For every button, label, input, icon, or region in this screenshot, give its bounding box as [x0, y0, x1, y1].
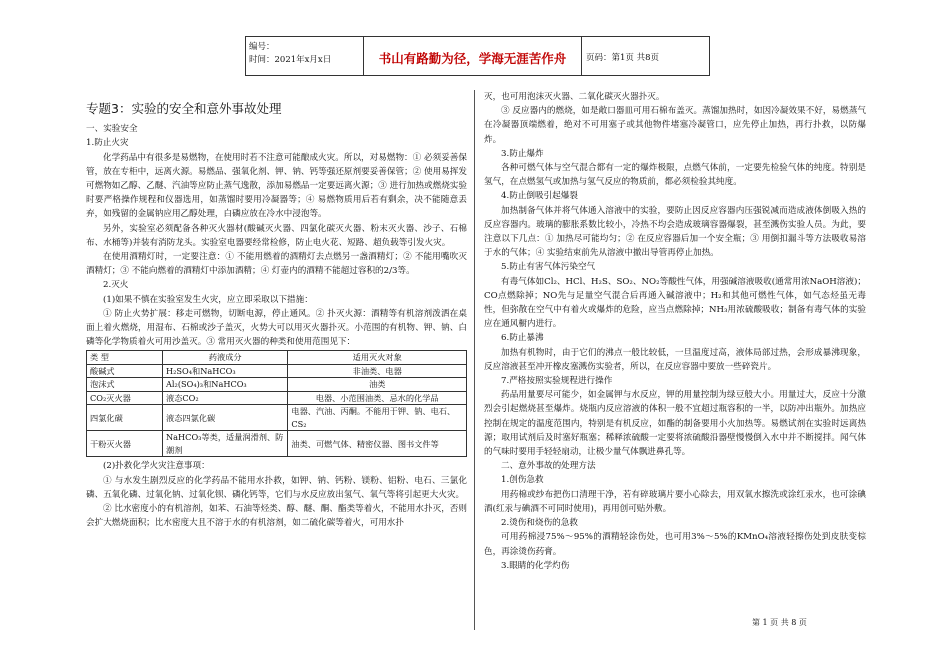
table-cell: CO₂灭火器	[87, 391, 163, 405]
table-row	[87, 431, 467, 457]
table-cell: 电器、小范围油类、忌水的化学品	[288, 391, 467, 405]
table-cell: 液态四氯化碳	[163, 405, 288, 431]
time-label: 时间：2021年x月x日	[249, 55, 332, 65]
paragraph: 灭，也可用泡沫灭火器、二氧化碳灭火器扑灭。	[484, 92, 665, 102]
table-cell: 油类	[288, 378, 467, 392]
table-row	[87, 391, 467, 405]
left-column	[86, 90, 467, 530]
subsection-heading: 1.防止火灾	[86, 138, 129, 149]
extinguisher-table	[86, 350, 467, 457]
table-cell: 泡沫式	[87, 378, 163, 392]
table-cell: 液态CO₂	[163, 391, 288, 405]
table-header-cell: 适用灭火对象	[288, 351, 467, 365]
document-title: 专题3：实验的安全和意外事故处理	[86, 101, 282, 116]
paragraph: 药品用量要尽可能少，如金属钾与水反应，钾的用量控制为绿豆般大小。用量过大，反应十分激烈会引起燃烧甚至爆炸。烧瓶内反应溶液的体积一般不宜超过瓶容积的一半，以防冲出瓶外。加热应控制在规定的温度范围内，特别是有机反应，如酯的制备要用小火加热等。易燃试剂在实验时远离热源；取用试剂后及时塞好瓶塞；稀释浓硫酸一定要将浓硫酸沿器壁慢慢倒入水中并不断搅拌。闻气体的气味时要用手轻轻扇动，让极少量气体飘进鼻孔等。	[484, 390, 866, 458]
right-column	[484, 90, 866, 573]
table-cell: 酸碱式	[87, 364, 163, 378]
subsection-heading: 5.防止有害气体污染空气	[501, 262, 596, 273]
section-heading: 一、实验安全	[86, 124, 138, 135]
table-header-row	[87, 351, 467, 365]
paragraph: ① 防止火势扩展：移走可燃物，切断电源，停止通风。② 扑灭火源：酒精等有机溶剂泼洒在桌面上着火燃烧，用湿布、石棉或沙子盖灭，火势大可以用灭火器扑灭。小范围的有机物、钾、钠、白磷等化学物质着火可用沙盖灭。③ 常用灭火器的种类和使用范围见下：	[86, 308, 467, 348]
paragraph: 加热制备气体并将气体通入溶液中的实验，要防止因反应容器内压强锐减而造成液体倒吸入热的反应容器内。玻璃的膨胀系数比较小，冷热不均会造成玻璃容器爆裂，甚至溅伤实验人员。为此，要注意以下几点：① 加热尽可能均匀；② 在反应容器后加一个安全瓶；③ 用倒扣漏斗等方法吸收易溶于水的气体；④ 实验结束前先从溶液中撤出导管再停止加热。	[484, 205, 866, 259]
paragraph: 在使用酒精灯时，一定要注意：① 不能用燃着的酒精灯去点燃另一盏酒精灯；② 不能用嘴吹灭酒精灯；③ 不能向燃着的酒精灯中添加酒精；④ 灯壶内的酒精不能超过容积的2/3等。	[86, 252, 467, 277]
subsection-heading: 2.烫伤和烧伤的急救	[501, 518, 578, 529]
paragraph: 另外，实验室必须配备各种灭火器材(酸碱灭火器、四氯化碳灭火器、粉末灭火器、沙子、石棉布、水桶等)并装有消防龙头。实验室电器要经常检修，防止电火花、短路、超负载等引发火灾。	[86, 223, 467, 248]
page-footer: 第 1 页 共 8 页	[752, 618, 807, 627]
table-cell: 干粉灭火器	[87, 431, 163, 457]
subsection-heading: 6.防止暴沸	[501, 333, 544, 344]
table-row	[87, 364, 467, 378]
subsection-heading: 3.防止爆炸	[501, 148, 544, 159]
table-header-cell: 类 型	[87, 351, 163, 365]
paragraph: 可用药棉浸75%～95%的酒精轻涂伤处，也可用3%～5%的KMnO₄溶液轻擦伤处到皮肤变棕色，再涂烫伤药膏。	[484, 532, 866, 557]
header-page-info: 页码：第1页 共8页	[586, 53, 660, 63]
table-row	[87, 378, 467, 392]
paragraph: ② 比水密度小的有机溶剂，如苯、石油等烃类、醇、醚、酮、酯类等着火，不能用水扑灭，否则会扩大燃烧面积；比水密度大且不溶于水的有机溶剂，如二硫化碳等着火，可用水扑	[86, 504, 467, 529]
paragraph: 各种可燃气体与空气混合都有一定的爆炸极限，点燃气体前，一定要先检验气体的纯度。特别是氢气，在点燃氢气或加热与氢气反应的物质前，都必须检验其纯度。	[484, 163, 866, 188]
paragraph: ③ 反应器内的燃烧，如是敞口器皿可用石棉布盖灭。蒸馏加热时，如因冷凝效果不好，易燃蒸气在冷凝器顶端燃着，绝对不可用塞子或其他物件堵塞冷凝管口，应先停止加热，再行扑救，以防爆炸。	[484, 106, 866, 145]
paragraph: 加热有机物时，由于它们的沸点一般比较低，一旦温度过高，液体局部过热，会形成暴沸现象，反应溶液甚至冲开橡皮塞溅伤实验者，所以，在反应容器中要放一些碎瓷片。	[484, 347, 866, 372]
paragraph: 有毒气体如Cl₂、HCl、H₂S、SO₂、NO₂等酸性气体，用强碱溶液吸收(通常用浓NaOH溶液)；CO点燃除掉；NO先与足量空气混合后再通入碱溶液中；H₂和其他可燃性气体，如气态烃虽无毒性，但弥散在空气中有着火或爆炸的危险，应当点燃除掉；NH₃用浓硫酸吸收；制备有毒气体的实验应在通风橱内进行。	[484, 276, 866, 330]
table-cell: H₂SO₄和NaHCO₃	[163, 364, 288, 378]
table-header-cell: 药液成分	[163, 351, 288, 365]
subsection-heading: 3.眼睛的化学灼伤	[501, 560, 570, 571]
paragraph: 化学药品中有很多是易燃物，在使用时若不注意可能酿成火灾。所以，对易燃物：① 必须妥善保管，放在专柜中，远离火源。易燃品、强氧化剂、钾、钠、钙等强还原剂要妥善保管；② 使用易挥发可燃物如乙醇、乙醚、汽油等应防止蒸气逸散，添加易燃品一定要远离火源；③ 进行加热或燃烧实验时要严格操作规程和仪器选用，如蒸馏时要用冷凝器等；④ 易燃物质用后若有剩余，决不能随意丢弃，如残留的金属钠应用乙醇处理，白磷应放在冷水中浸泡等。	[86, 152, 467, 220]
subsection-heading: 1.创伤急救	[501, 475, 544, 486]
paragraph: 用药棉或纱布把伤口清理干净，若有碎玻璃片要小心除去，用双氧水擦洗或涂红汞水，也可涂碘酒(红汞与碘酒不可同时使用)，再用创可贴外敷。	[484, 489, 866, 514]
table-cell: Al₂(SO₄)₃和NaHCO₃	[163, 378, 288, 392]
code-label: 编号：	[249, 42, 275, 52]
table-cell: 油类、可燃气体、精密仪器、图书文件等	[288, 431, 467, 457]
subsection-heading: 2.灭火	[103, 280, 129, 291]
column-divider	[474, 90, 475, 630]
paragraph: (1)如果不慎在实验室发生火灾，应立即采取以下措施：	[103, 294, 313, 305]
table-cell: 非油类、电器	[288, 364, 467, 378]
subsection-heading: 4.防止倒吸引起爆裂	[501, 191, 578, 202]
paragraph: ① 与水发生剧烈反应的化学药品不能用水扑救，如钾、钠、钙粉、镁粉、铝粉、电石、三氯化磷、五氧化磷、过氧化钠、过氧化钡、磷化钙等，它们与水反应放出氢气、氧气等将引起更大火灾。	[86, 475, 467, 500]
header-motto: 书山有路勤为径，学海无涯苦作舟	[378, 51, 567, 66]
table-cell: 电器、汽油、丙酮。不能用于钾、钠、电石、CS₂	[288, 405, 467, 431]
table-cell: NaHCO₃等类，适量润滑剂、防潮剂	[163, 431, 288, 457]
page-header	[245, 36, 710, 76]
header-meta	[249, 41, 331, 67]
table-cell: 四氯化碳	[87, 405, 163, 431]
subsection-heading: 7.严格按照实验规程进行操作	[501, 376, 613, 387]
section-heading: 二、意外事故的处理方法	[501, 461, 596, 472]
table-row	[87, 405, 467, 431]
header-divider	[581, 37, 582, 75]
paragraph: (2)扑救化学火灾注意事项：	[103, 461, 210, 472]
